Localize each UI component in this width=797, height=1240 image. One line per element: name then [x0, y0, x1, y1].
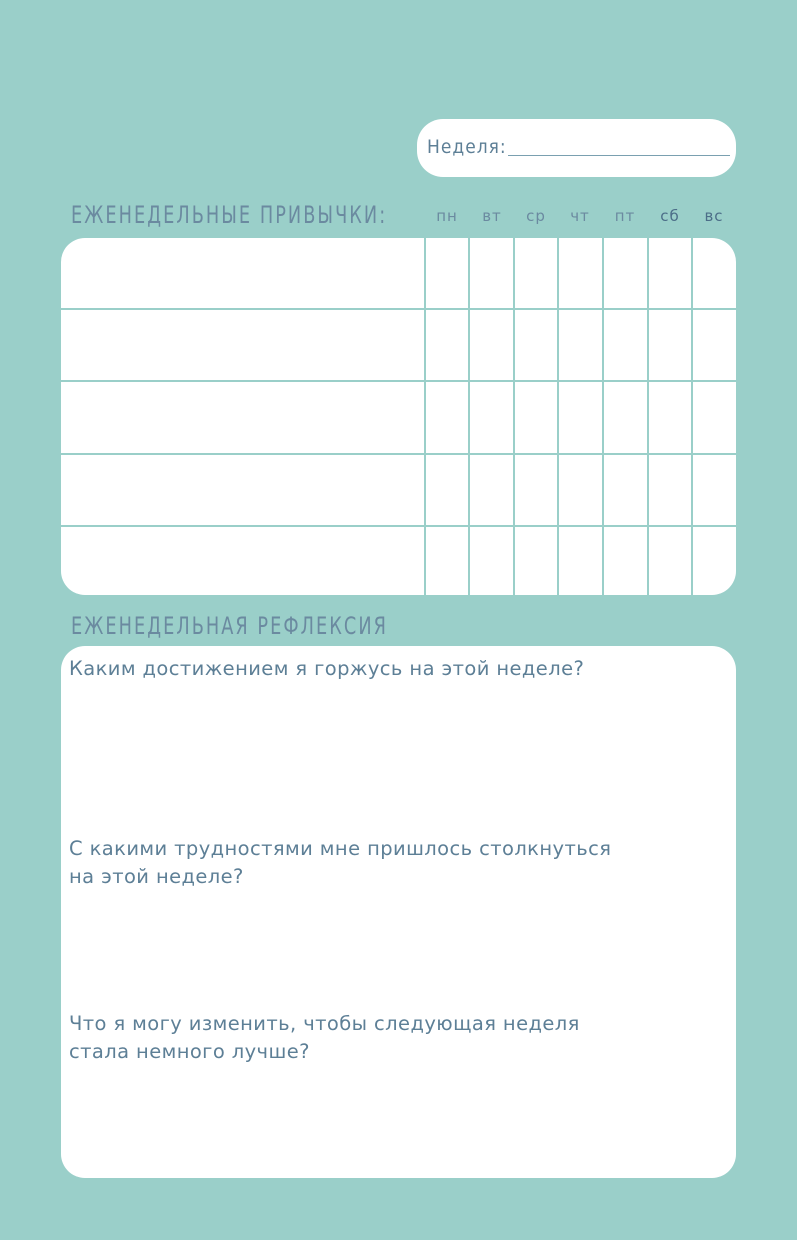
row-divider [61, 453, 736, 455]
week-label: Неделя: [427, 136, 507, 158]
habits-title: ЕЖЕНЕДЕЛЬНЫЕ ПРИВЫЧКИ: [71, 201, 388, 229]
day-header-sun: вс [704, 207, 724, 225]
habit-tracker-table[interactable] [61, 238, 736, 595]
column-divider [691, 238, 693, 595]
day-header-thu: чт [570, 207, 590, 225]
week-field[interactable] [417, 119, 736, 177]
row-divider [61, 308, 736, 310]
column-divider [647, 238, 649, 595]
column-divider [557, 238, 559, 595]
reflection-question-3: Что я могу изменить, чтобы следующая неделя стала немного лучше? [69, 1012, 580, 1063]
day-header-wed: ср [526, 207, 546, 225]
day-header-sat: сб [660, 207, 680, 225]
reflection-title: ЕЖЕНЕДЕЛЬНАЯ РЕФЛЕКСИЯ [71, 612, 388, 640]
week-write-line[interactable] [508, 155, 730, 156]
reflection-question-1: Каким достижением я горжусь на этой неделе? [69, 657, 585, 680]
row-divider [61, 525, 736, 527]
reflection-question-2: С какими трудностями мне пришлось столкнуться на этой неделе? [69, 837, 612, 888]
column-divider [513, 238, 515, 595]
row-divider [61, 380, 736, 382]
column-divider [424, 238, 426, 595]
day-header-fri: пт [614, 207, 636, 225]
column-divider [468, 238, 470, 595]
reflection-card[interactable] [61, 646, 736, 1178]
day-header-tue: вт [482, 207, 502, 225]
column-divider [602, 238, 604, 595]
day-header-mon: пн [436, 207, 458, 225]
